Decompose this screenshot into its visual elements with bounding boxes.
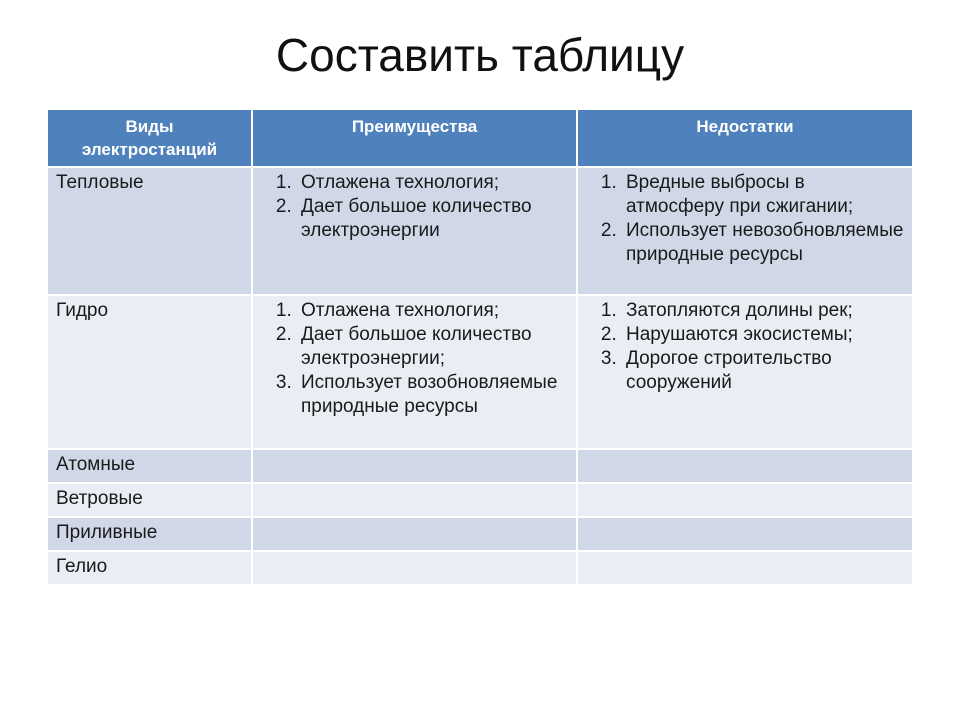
list-item: 2. Дает большое количество электроэнергии bbox=[297, 195, 568, 243]
table-row bbox=[48, 551, 912, 584]
disadvantages-list bbox=[586, 299, 904, 395]
list-item: 1. Затопляются долины рек; bbox=[622, 299, 904, 323]
disadvantages-cell bbox=[577, 449, 912, 483]
page-title: Составить таблицу bbox=[275, 29, 685, 81]
disadvantages-cell bbox=[577, 167, 912, 295]
advantages-cell bbox=[252, 551, 577, 584]
column-header-advantages: Преимущества bbox=[252, 110, 577, 167]
advantages-cell bbox=[252, 167, 577, 295]
advantages-cell bbox=[252, 295, 577, 449]
table-row bbox=[48, 295, 912, 449]
table-row bbox=[48, 167, 912, 295]
advantages-cell bbox=[252, 517, 577, 551]
advantages-list bbox=[261, 299, 568, 419]
station-type-cell: Приливные bbox=[48, 517, 252, 551]
list-item: 1. Вредные выбросы в атмосферу при сжигании; bbox=[622, 171, 904, 219]
disadvantages-cell bbox=[577, 483, 912, 517]
column-header-types: Виды электростанций bbox=[48, 110, 252, 167]
station-type-cell: Гелио bbox=[48, 551, 252, 584]
column-header-disadvantages: Недостатки bbox=[577, 110, 912, 167]
list-item: 2. Дает большое количество электроэнергии; bbox=[297, 323, 568, 371]
disadvantages-cell bbox=[577, 517, 912, 551]
station-type-cell: Гидро bbox=[48, 295, 252, 449]
list-item: 2. Использует невозобновляемые природные ресурсы bbox=[622, 219, 904, 267]
list-item: 2. Нарушаются экосистемы; bbox=[622, 323, 904, 347]
table-header-row bbox=[48, 110, 912, 167]
list-item: 1. Отлажена технология; bbox=[297, 171, 568, 195]
disadvantages-cell bbox=[577, 551, 912, 584]
list-item: 3. Дорогое строительство сооружений bbox=[622, 347, 904, 395]
comparison-table bbox=[48, 110, 912, 584]
station-type-cell: Ветровые bbox=[48, 483, 252, 517]
list-item: 1. Отлажена технология; bbox=[297, 299, 568, 323]
station-type-cell: Тепловые bbox=[48, 167, 252, 295]
table-row bbox=[48, 517, 912, 551]
station-type-cell: Атомные bbox=[48, 449, 252, 483]
disadvantages-list bbox=[586, 171, 904, 267]
table-row bbox=[48, 449, 912, 483]
advantages-list bbox=[261, 171, 568, 243]
list-item: 3. Использует возобновляемые природные ресурсы bbox=[297, 371, 568, 419]
table-row bbox=[48, 483, 912, 517]
advantages-cell bbox=[252, 449, 577, 483]
advantages-cell bbox=[252, 483, 577, 517]
disadvantages-cell bbox=[577, 295, 912, 449]
